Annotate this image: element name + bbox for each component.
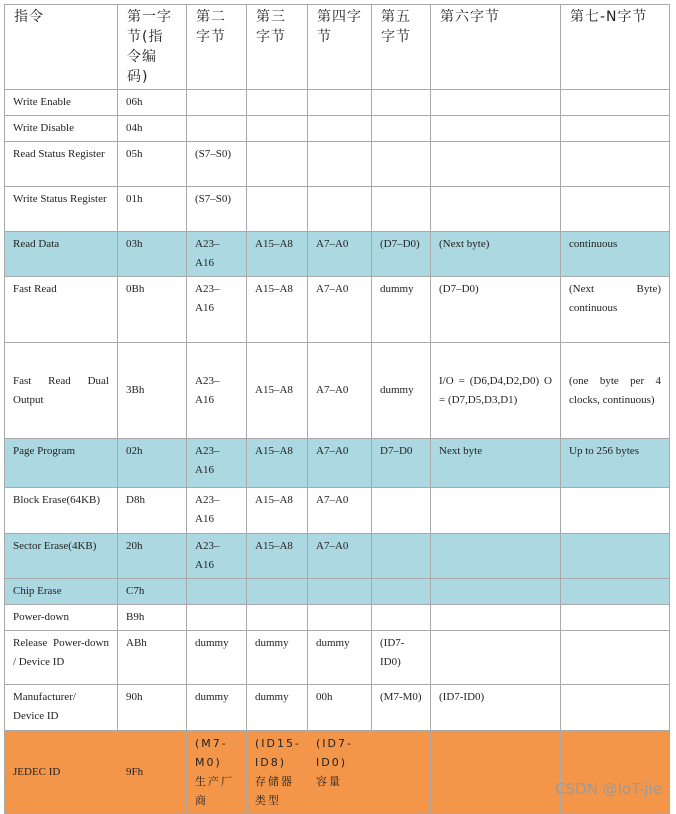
cell-byte-1: B9h (118, 605, 187, 631)
cell-byte-7-n (561, 731, 670, 814)
cell-command: Fast Read (5, 277, 118, 343)
header-byte-2: 第二字节 (187, 5, 247, 90)
cell-command: JEDEC ID (5, 731, 118, 814)
cell-byte-6: (ID7-ID0) (431, 685, 561, 731)
cell-byte-3: A15–A8 (247, 488, 308, 534)
cell-byte-2: (S7–S0) (187, 187, 247, 232)
cell-byte-4 (308, 605, 372, 631)
cell-byte-4: A7–A0 (308, 277, 372, 343)
cell-byte-3 (247, 605, 308, 631)
table-row (5, 187, 670, 232)
cell-byte-6: (D7–D0) (431, 277, 561, 343)
cell-byte-7-n: (Next Byte) continuous (561, 277, 670, 343)
cell-byte-2 (187, 90, 247, 116)
cell-byte-7-n (561, 90, 670, 116)
cell-byte-5 (372, 731, 431, 814)
cell-byte-3 (247, 187, 308, 232)
cell-byte-2: A23–A16 (187, 439, 247, 488)
cell-byte-4: A7–A0 (308, 343, 372, 439)
cell-byte-1: C7h (118, 579, 187, 605)
cell-command: Chip Erase (5, 579, 118, 605)
cell-byte-4 (308, 579, 372, 605)
cell-byte-1: 06h (118, 90, 187, 116)
cell-byte-6 (431, 605, 561, 631)
table-row (5, 605, 670, 631)
cell-byte-3: A15–A8 (247, 277, 308, 343)
cell-byte-5 (372, 116, 431, 142)
cell-byte-4: (ID7-ID0) 容量 (308, 731, 372, 814)
cell-byte-5 (372, 579, 431, 605)
cell-byte-5: dummy (372, 343, 431, 439)
cell-byte-6 (431, 142, 561, 187)
cell-byte-7-n (561, 579, 670, 605)
table-row (5, 685, 670, 731)
cell-byte-7-n: continuous (561, 232, 670, 277)
cell-command: Write Status Register (5, 187, 118, 232)
cell-byte-3 (247, 90, 308, 116)
cell-command: Sector Erase(4KB) (5, 534, 118, 579)
cell-byte-2: (M7-M0) 生产厂商 (187, 731, 247, 814)
cell-byte-3: A15–A8 (247, 534, 308, 579)
cell-byte-7-n (561, 142, 670, 187)
cell-byte-1: 05h (118, 142, 187, 187)
cell-byte-5: (M7-M0) (372, 685, 431, 731)
cell-byte-4 (308, 90, 372, 116)
cell-byte-5: dummy (372, 277, 431, 343)
cell-byte-7-n (561, 631, 670, 685)
cell-command: Write Enable (5, 90, 118, 116)
cell-byte-7-n (561, 534, 670, 579)
cell-byte-7-n (561, 605, 670, 631)
header-byte-4: 第四字节 (308, 5, 372, 90)
cell-byte-4: A7–A0 (308, 534, 372, 579)
table-row-highlighted (5, 439, 670, 488)
cell-byte-5: (D7–D0) (372, 232, 431, 277)
cell-byte-7-n (561, 685, 670, 731)
cell-byte-7-n (561, 187, 670, 232)
cell-byte-1: 90h (118, 685, 187, 731)
cell-byte-2: A23–A16 (187, 488, 247, 534)
cell-byte-3: A15–A8 (247, 439, 308, 488)
table-row (5, 90, 670, 116)
cell-command: Write Disable (5, 116, 118, 142)
cell-byte-4 (308, 116, 372, 142)
cell-byte-6: I/O = (D6,D4,D2,D0) O = (D7,D5,D3,D1) (431, 343, 561, 439)
table-row (5, 116, 670, 142)
header-byte-6: 第六字节 (431, 5, 561, 90)
spi-flash-command-table (4, 4, 670, 814)
cell-byte-1: 9Fh (118, 731, 187, 814)
cell-byte-6 (431, 488, 561, 534)
cell-byte-5 (372, 90, 431, 116)
cell-byte-2 (187, 605, 247, 631)
cell-byte-5: D7–D0 (372, 439, 431, 488)
cell-byte-3: A15–A8 (247, 232, 308, 277)
cell-byte-3: dummy (247, 685, 308, 731)
cell-byte-6 (431, 631, 561, 685)
header-row (5, 5, 670, 90)
cell-byte-1: 04h (118, 116, 187, 142)
cell-command: Manufacturer/ Device ID (5, 685, 118, 731)
cell-byte-6 (431, 731, 561, 814)
cell-byte-7-n: (one byte per 4 clocks, continuous) (561, 343, 670, 439)
cell-byte-5 (372, 488, 431, 534)
table-row (5, 631, 670, 685)
header-command: 指令 (5, 5, 118, 90)
cell-byte-2: A23–A16 (187, 534, 247, 579)
header-byte-5: 第五字节 (372, 5, 431, 90)
cell-byte-2: A23–A16 (187, 277, 247, 343)
cell-byte-3: (ID15-ID8) 存储器类型 (247, 731, 308, 814)
cell-byte-3 (247, 579, 308, 605)
cell-command: Power-down (5, 605, 118, 631)
header-byte-7-n: 第七-N字节 (561, 5, 670, 90)
cell-byte-1: 20h (118, 534, 187, 579)
table-row-highlighted (5, 232, 670, 277)
cell-byte-3: dummy (247, 631, 308, 685)
cell-byte-5 (372, 187, 431, 232)
cell-byte-5 (372, 605, 431, 631)
cell-byte-6 (431, 90, 561, 116)
cell-byte-1: 0Bh (118, 277, 187, 343)
cell-byte-7-n (561, 116, 670, 142)
cell-byte-1: D8h (118, 488, 187, 534)
cell-byte-5 (372, 534, 431, 579)
cell-byte-1: 03h (118, 232, 187, 277)
cell-byte-2: dummy (187, 685, 247, 731)
cell-byte-3 (247, 116, 308, 142)
cell-byte-2: A23–A16 (187, 232, 247, 277)
cell-byte-3 (247, 142, 308, 187)
cell-byte-3: A15–A8 (247, 343, 308, 439)
cell-byte-5: (ID7-ID0) (372, 631, 431, 685)
cell-byte-4: A7–A0 (308, 439, 372, 488)
cell-byte-4: A7–A0 (308, 488, 372, 534)
cell-byte-2 (187, 116, 247, 142)
cell-byte-1: 02h (118, 439, 187, 488)
cell-byte-2 (187, 579, 247, 605)
table-row (5, 343, 670, 439)
cell-command: Read Data (5, 232, 118, 277)
cell-command: Block Erase(64KB) (5, 488, 118, 534)
cell-byte-4: 00h (308, 685, 372, 731)
cell-byte-4: A7–A0 (308, 232, 372, 277)
cell-byte-4: dummy (308, 631, 372, 685)
cell-command: Read Status Register (5, 142, 118, 187)
table-row (5, 142, 670, 187)
cell-byte-6 (431, 579, 561, 605)
cell-byte-4 (308, 187, 372, 232)
cell-byte-5 (372, 142, 431, 187)
watermark: CSDN @IoT-jie (555, 780, 662, 798)
cell-byte-2: A23–A16 (187, 343, 247, 439)
cell-byte-2: (S7–S0) (187, 142, 247, 187)
cell-byte-6: Next byte (431, 439, 561, 488)
cell-byte-4 (308, 142, 372, 187)
table-row (5, 277, 670, 343)
cell-byte-1: 01h (118, 187, 187, 232)
header-byte-1: 第一字节(指令编码) (118, 5, 187, 90)
table-row-highlighted (5, 534, 670, 579)
cell-byte-6 (431, 534, 561, 579)
cell-byte-1: 3Bh (118, 343, 187, 439)
header-byte-3: 第三字节 (247, 5, 308, 90)
table-row (5, 488, 670, 534)
cell-byte-2: dummy (187, 631, 247, 685)
cell-byte-6 (431, 187, 561, 232)
cell-command: Page Program (5, 439, 118, 488)
cell-byte-6 (431, 116, 561, 142)
table-row-highlighted (5, 579, 670, 605)
cell-command: Fast Read Dual Output (5, 343, 118, 439)
cell-byte-7-n: Up to 256 bytes (561, 439, 670, 488)
cell-byte-6: (Next byte) (431, 232, 561, 277)
table-row-jedec-id (5, 731, 670, 814)
cell-byte-1: ABh (118, 631, 187, 685)
cell-byte-7-n (561, 488, 670, 534)
cell-command: Release Power-down / Device ID (5, 631, 118, 685)
